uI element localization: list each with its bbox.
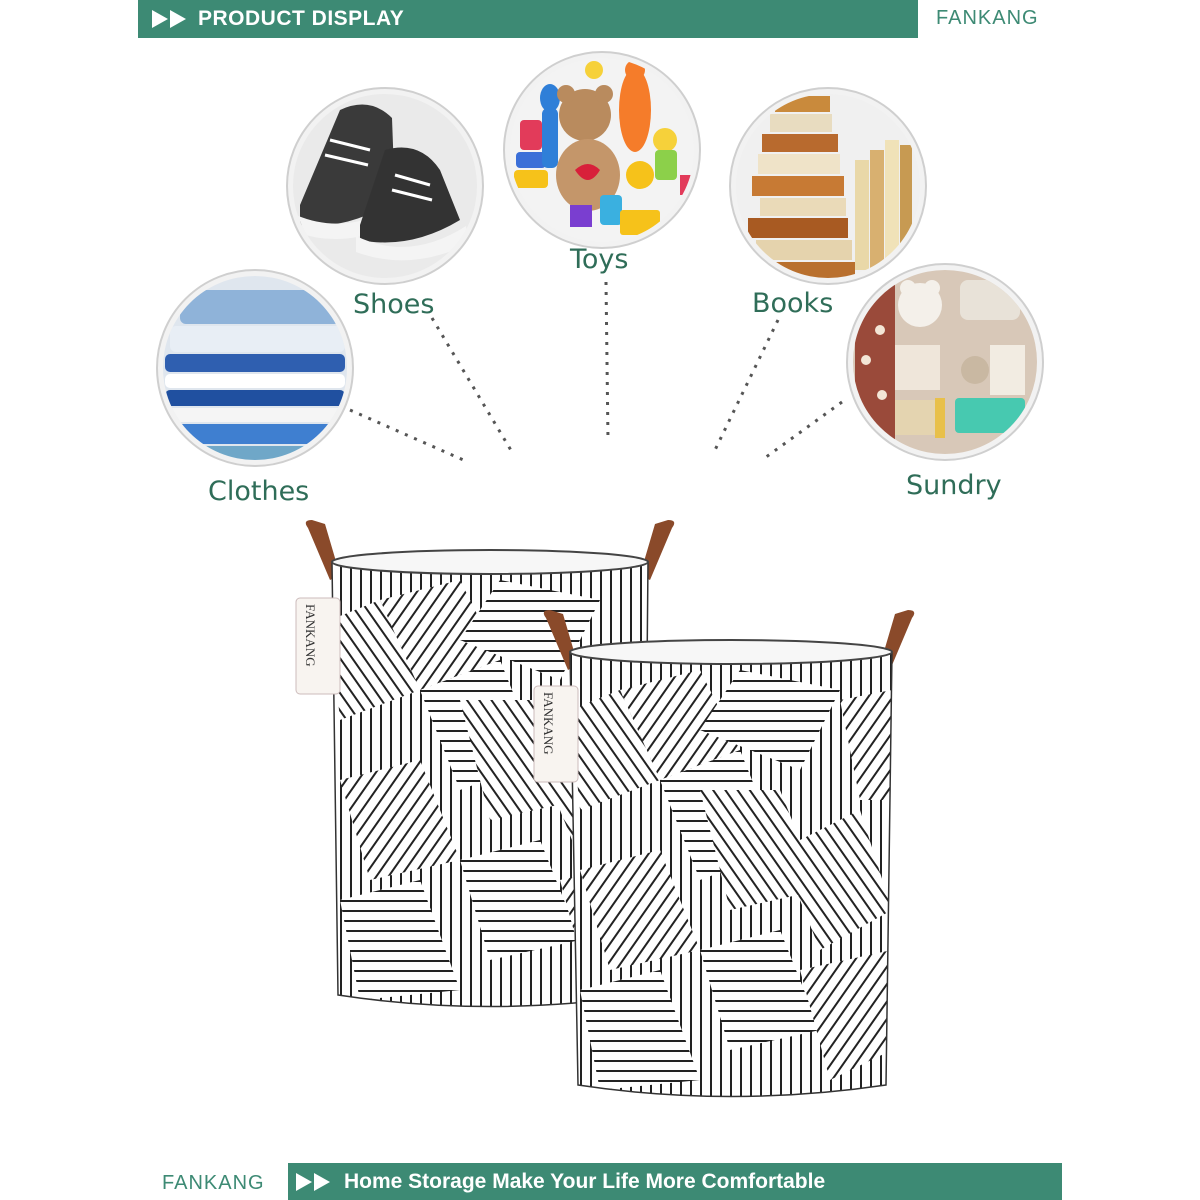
sundry-items-icon xyxy=(845,262,1045,462)
category-label-toys: Toys xyxy=(570,244,629,275)
basket-tag-1: FANKANG xyxy=(303,604,318,667)
brand-name-bottom: FANKANG xyxy=(162,1172,265,1194)
category-label-shoes: Shoes xyxy=(353,289,435,320)
category-label-books: Books xyxy=(752,288,834,319)
double-arrow-icon xyxy=(296,1172,334,1192)
footer-bar xyxy=(288,1163,1062,1200)
basket-tag-2: FANKANG xyxy=(541,692,556,755)
books-icon xyxy=(730,88,930,290)
footer-slogan: Home Storage Make Your Life More Comfortable xyxy=(344,1169,826,1193)
category-label-clothes: Clothes xyxy=(208,476,310,507)
sneakers-icon xyxy=(285,88,485,290)
folded-clothes-icon xyxy=(157,270,360,476)
brand-name-top: FANKANG xyxy=(936,7,1039,29)
toys-icon xyxy=(504,52,705,255)
storage-basket-icon xyxy=(534,610,914,1115)
category-label-sundry: Sundry xyxy=(906,470,1002,501)
header-title: PRODUCT DISPLAY xyxy=(198,7,405,30)
